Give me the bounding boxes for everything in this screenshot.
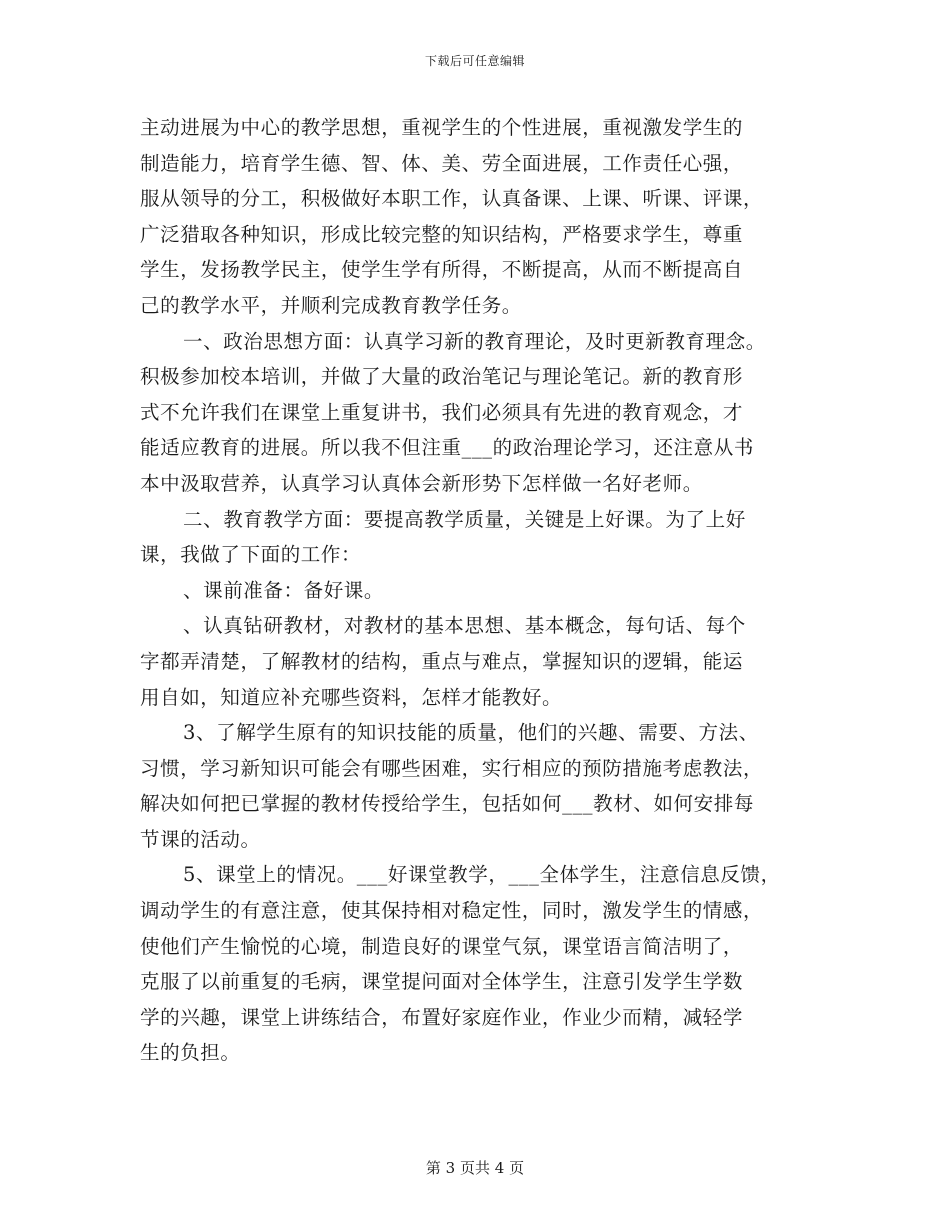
page-footer: 第 3 页共 4 页 [425, 1159, 525, 1177]
text-line: 、课前准备：备好课。 [183, 578, 385, 602]
text-line: 5、课堂上的情况。___好课堂教学，___全体学生，注意信息反馈， [183, 863, 781, 887]
text-line: 学生，发扬教学民主，使学生学有所得，不断提高，从而不断提高自 [140, 258, 744, 282]
document-body [140, 110, 830, 1071]
text-line: 、认真钻研教材，对教材的基本思想、基本概念，每句话、每个 [183, 614, 746, 638]
page-header: 下载后可任意编辑 [424, 54, 525, 68]
text-line: 调动学生的有意注意，使其保持相对稳定性，同时，激发学生的情感， [140, 899, 764, 923]
text-line: 节课的活动。 [140, 827, 261, 851]
text-line: 服从领导的分工，积极做好本职工作，认真备课、上课、听课、评课， [140, 187, 764, 211]
text-line: 制造能力，培育学生德、智、体、美、劳全面进展，工作责任心强， [140, 151, 744, 175]
text-line: 式不允许我们在课堂上重复讲书，我们必须具有先进的教育观念，才 [140, 400, 744, 424]
text-line: 二、教育教学方面：要提高教学质量，关键是上好课。为了上好 [183, 507, 746, 531]
text-line: 生的负担。 [140, 1041, 241, 1065]
text-line: 学的兴趣，课堂上讲练结合，布置好家庭作业，作业少而精，减轻学 [140, 1005, 744, 1029]
text-line: 本中汲取营养，认真学习认真体会新形势下怎样做一名好老师。 [140, 471, 703, 495]
text-line: 解决如何把已掌握的教材传授给学生，包括如何___教材、如何安排每 [140, 792, 754, 816]
text-line: 广泛猎取各种知识，形成比较完整的知识结构，严格要求学生，尊重 [140, 222, 744, 246]
text-line: 积极参加校本培训，并做了大量的政治笔记与理论笔记。新的教育形 [140, 365, 744, 389]
text-line: 克服了以前重复的毛病，课堂提问面对全体学生，注意引发学生学数 [140, 970, 744, 994]
text-line: 己的教学水平，并顺利完成教育教学任务。 [140, 293, 522, 317]
text-line: 字都弄清楚，了解教材的结构，重点与难点，掌握知识的逻辑，能运 [140, 649, 744, 673]
text-line: 一、政治思想方面：认真学习新的教育理论，及时更新教育理念。 [183, 329, 766, 353]
text-line: 课，我做了下面的工作： [140, 543, 362, 567]
text-line: 3、了解学生原有的知识技能的质量，他们的兴趣、需要、方法、 [183, 721, 759, 745]
text-line: 能适应教育的进展。所以我不但注重___的政治理论学习，还注意从书 [140, 436, 754, 460]
text-line: 使他们产生愉悦的心境，制造良好的课堂气氛，课堂语言简洁明了， [140, 934, 744, 958]
text-line: 主动进展为中心的教学思想，重视学生的个性进展，重视激发学生的 [140, 116, 744, 139]
text-line: 习惯，学习新知识可能会有哪些困难，实行相应的预防措施考虑教法， [140, 756, 764, 780]
text-line: 用自如，知道应补充哪些资料，怎样才能教好。 [140, 685, 563, 709]
